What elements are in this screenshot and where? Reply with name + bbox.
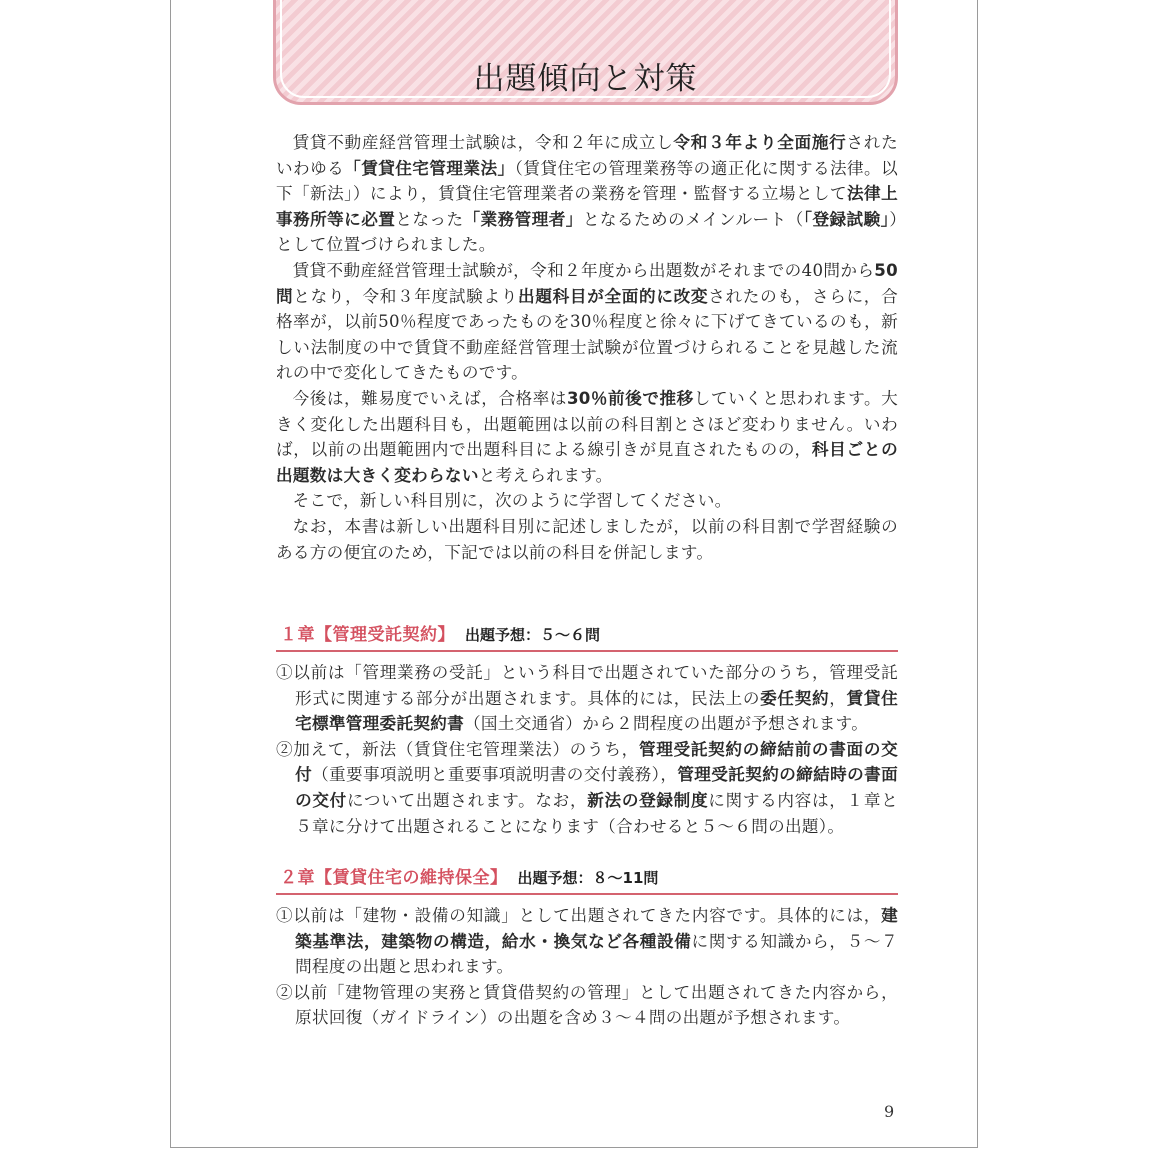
text-run: ）として位置づけられました。 [276,209,898,255]
text-run: に関する知識から，５～７問程度の出題と思われます。 [295,931,898,977]
page-number: 9 [884,1102,895,1121]
emphasis-text: 管理受託契約の締結時の書面の交付 [295,765,898,810]
emphasis-text: 科目ごとの出題数は大きく変わらない [276,440,898,485]
text-run: （賃貸住宅の管理業務等の適正化に関する法律。以下「新法」）により，賃貸住宅管理業者の業務を管理・監督する立場として [276,158,898,204]
emphasis-text: 建築基準法，建築物の構造，給水・換気など各種設備 [295,906,898,951]
text-run: となるためのメインルート（ [582,209,804,229]
chapter-item [276,980,898,1031]
text-run: に関する内容は，１章と５章に分けて出題されることになります（合わせると５～６問の出題）。 [295,790,898,836]
text-run: について出題されます。なお， [346,790,588,810]
emphasis-text: 賃貸住宅標準管理委託契約書 [295,688,898,734]
intro-paragraph-4: そこで，新しい科目別に，次のように学習してください。 [292,491,732,511]
text-run: と考えられます。 [478,465,613,485]
text-run: （重要事項説明と重要事項説明書の交付義務）， [312,765,678,785]
text-run: ②加えて，新法（賃貸住宅管理業法）のうち， [276,739,639,759]
emphasis-text: 法律上事務所等に必置 [276,184,898,229]
chapter-heading [276,620,898,652]
chapter-heading [276,863,898,895]
emphasis-text: 「業務管理者」 [463,209,583,229]
text-run: 今後は，難易度でいえば，合格率は [292,388,567,408]
chapter-item [276,660,898,737]
intro-paragraph-2 [276,258,898,386]
text-run: ①以前は「建物・設備の知識」として出題されてきた内容です。具体的には， [276,906,882,925]
emphasis-text: 令和３年より全面施行 [673,133,847,152]
chapter-2-section [276,863,898,1031]
text-run: されたのも，さらに，合格率が，以前50％程度であったものを30％程度と徐々に下げてきているのも，新しい法制度の中で賃貸不動産経営管理士試験が位置づけられることを見越した流れの中で変化してきたものです。 [276,286,898,383]
chapter-item [276,737,898,839]
emphasis-text: 「賃貸住宅管理業法」 [344,158,515,178]
text-run: 賃貸不動産経営管理士試験は，令和２年に成立し [292,133,674,152]
text-run: ， [829,688,847,708]
chapter-1-section [276,620,898,839]
chapter-forecast: 出題予想：５～６問 [465,626,601,644]
intro-text [276,130,898,565]
emphasis-text: 「登録試験」 [803,209,890,229]
emphasis-text: 30％前後で推移 [566,388,694,408]
text-run: ①以前は「管理業務の受託」という科目で出題されていた部分のうち，管理受託形式に関連する部分が出題されます。具体的には，民法上の [276,663,898,708]
text-run: ②以前「建物管理の実務と賃貸借契約の管理」として出題されてきた内容から，原状回復（ガイドライン）の出題を含め３～４問の出題が予想されます。 [276,982,898,1028]
emphasis-text: 新法の登録制度 [587,790,709,810]
chapter-item [276,903,898,980]
text-run: 賃貸不動産経営管理士試験が，令和２年度から出題数がそれまでの40問から [292,260,875,280]
text-run: （国土交通省）から２問程度の出題が予想されます。 [464,714,869,734]
emphasis-text: 出題科目が全面的に改変 [518,286,709,306]
intro-paragraph-5: なお，本書は新しい出題科目別に記述しましたが，以前の科目割で学習経験のある方の便宜のため，下記では以前の科目を併記します。 [276,516,898,562]
text-run: となり，令和３年度試験より [293,286,519,306]
chapter-items [276,903,898,1031]
text-run: されたいわゆる [276,133,898,178]
emphasis-text: 50問 [276,260,898,306]
chapter-forecast: 出題予想：８～11問 [517,869,659,887]
chapter-title: １章【管理受託契約】 [280,625,455,645]
chapter-title: ２章【賃貸住宅の維持保全】 [280,868,508,888]
text-run: となった [395,209,464,229]
title-banner [273,0,898,105]
emphasis-text: 管理受託契約の締結前の書面の交付 [295,739,899,785]
page-title: 出題傾向と対策 [473,61,698,97]
text-run: していくと思われます。大きく変化した出題科目も，出題範囲は以前の科目割とさほど変わりません。いわば，以前の出題範囲内で出題科目による線引きが見直されたものの， [276,388,898,460]
chapter-items [276,660,898,839]
intro-paragraph-3 [276,386,898,488]
emphasis-text: 委任契約 [760,688,830,708]
intro-paragraph-1 [276,130,898,258]
